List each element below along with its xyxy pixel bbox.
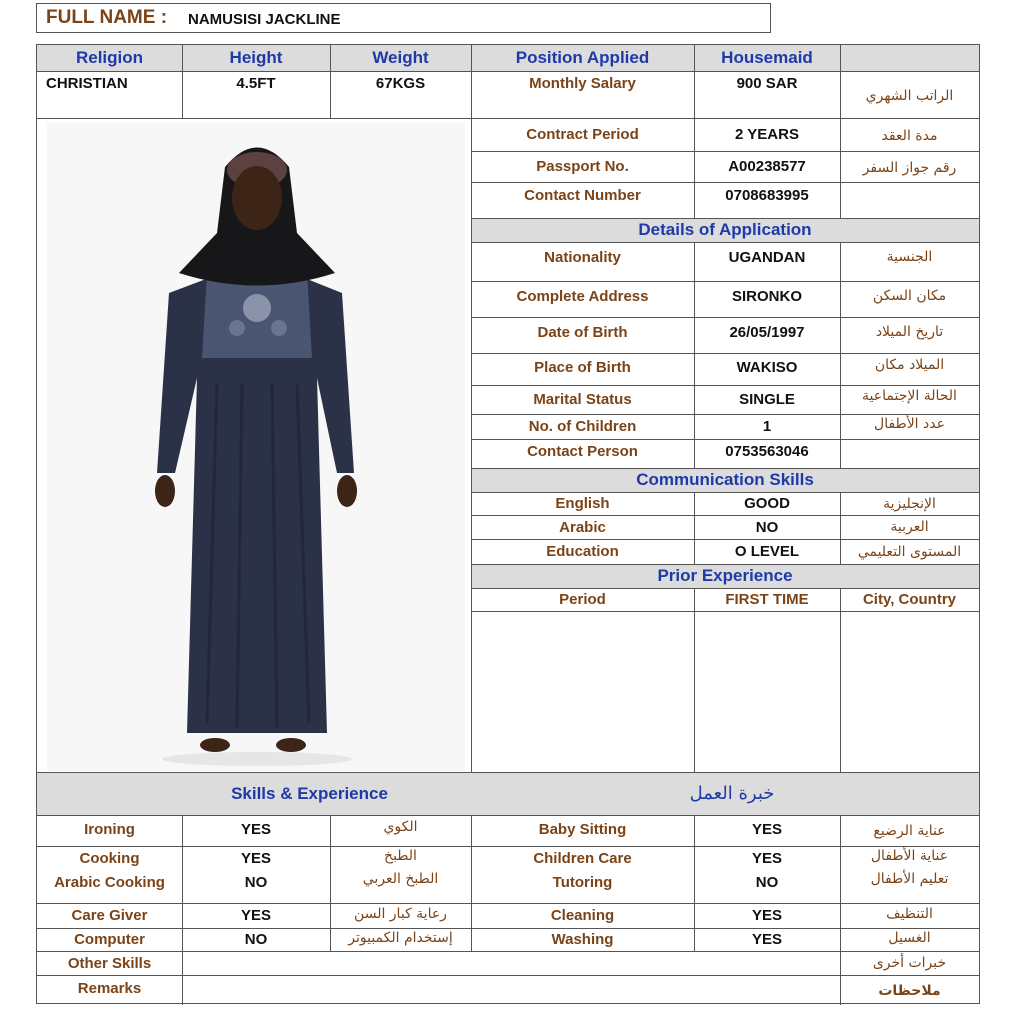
skill-value-washing: YES xyxy=(751,931,782,948)
skill-label-cooking: Cooking xyxy=(79,849,140,867)
remarks-arabic: ملاحظات xyxy=(878,983,941,999)
place-of-birth-arabic: الميلاد مكان xyxy=(874,357,945,373)
skill-label-computer: Computer xyxy=(74,931,145,948)
children-value: 1 xyxy=(762,418,772,435)
monthly-salary-value: 900 SAR xyxy=(736,75,798,92)
cv-table xyxy=(36,44,980,1004)
place-of-birth-value: WAKISO xyxy=(736,358,798,376)
nationality-value: UGANDAN xyxy=(728,248,806,266)
skill-label-care-giver: Care Giver xyxy=(71,907,148,924)
contact-number-value: 0708683995 xyxy=(725,186,809,204)
other-skills-label: Other Skills xyxy=(67,954,152,972)
monthly-salary-label: Monthly Salary xyxy=(529,75,636,92)
position-applied-header: Position Applied xyxy=(515,48,650,67)
period-label: Period xyxy=(559,591,606,608)
skill-label-children-care: Children Care xyxy=(533,849,632,867)
arabic-value: NO xyxy=(755,518,779,536)
passport-value: A00238577 xyxy=(728,158,806,175)
address-value: SIRONKO xyxy=(731,287,802,305)
skill-label-cleaning: Cleaning xyxy=(550,907,615,924)
skill-label-washing: Washing xyxy=(551,931,614,948)
nationality-label: Nationality xyxy=(544,248,621,266)
skill-label-ironing: Ironing xyxy=(84,820,135,838)
english-value: GOOD xyxy=(744,495,790,512)
address-arabic: مكان السكن xyxy=(872,288,947,304)
other-skills-arabic: خبرات أخرى xyxy=(872,955,947,971)
full-name-value: NAMUSISI JACKLINE xyxy=(188,11,341,28)
skill-label-baby-sitting: Baby Sitting xyxy=(538,820,627,838)
children-label: No. of Children xyxy=(528,418,637,435)
skill-arabic-tutoring: تعليم الأطفال xyxy=(870,871,949,887)
address-label: Complete Address xyxy=(516,287,649,305)
skill-arabic-children-care: عناية الأطفال xyxy=(870,848,949,864)
skill-arabic-arabic-cooking: الطبخ العربي xyxy=(362,871,439,887)
passport-arabic: رقم جواز السفر xyxy=(862,159,957,176)
english-label: English xyxy=(555,495,610,512)
skill-label-arabic-cooking: Arabic Cooking xyxy=(54,873,165,891)
contract-period-label: Contract Period xyxy=(526,126,639,143)
monthly-salary-arabic: الراتب الشهري xyxy=(865,87,954,104)
skills-title-arabic: خبرة العمل xyxy=(689,783,775,804)
marital-status-arabic: الحالة الإجتماعية xyxy=(862,387,957,404)
skill-label-tutoring: Tutoring xyxy=(552,873,613,891)
religion-header: Religion xyxy=(75,48,144,67)
marital-status-value: SINGLE xyxy=(739,391,795,408)
skill-value-computer: NO xyxy=(244,931,268,948)
weight-value: 67KGS xyxy=(375,75,426,92)
skill-value-cooking: YES xyxy=(240,849,271,867)
contact-person-label: Contact Person xyxy=(527,443,638,460)
education-arabic: المستوى التعليمي xyxy=(857,543,962,560)
applicant-photo xyxy=(47,123,465,771)
skill-value-ironing: YES xyxy=(240,820,271,838)
passport-label: Passport No. xyxy=(536,158,629,175)
skill-value-cleaning: YES xyxy=(751,907,782,924)
skill-value-care-giver: YES xyxy=(240,907,271,924)
nationality-arabic: الجنسية xyxy=(886,249,933,265)
skill-arabic-cooking: الطبخ xyxy=(384,848,417,864)
contract-period-value: 2 YEARS xyxy=(735,126,799,143)
place-of-birth-label: Place of Birth xyxy=(534,358,631,376)
contract-period-arabic: مدة العقد xyxy=(881,128,938,144)
education-label: Education xyxy=(546,543,619,560)
contact-person-value: 0753563046 xyxy=(725,443,809,460)
skills-title: Skills & Experience xyxy=(231,783,388,803)
remarks-label: Remarks xyxy=(77,979,142,997)
skill-arabic-baby-sitting: عناية الرضيع xyxy=(873,823,946,839)
period-value: FIRST TIME xyxy=(725,591,809,608)
skill-arabic-care-giver: رعاية كبار السن xyxy=(354,905,447,922)
english-arabic: الإنجليزية xyxy=(883,495,936,512)
height-header: Height xyxy=(229,48,283,67)
skill-arabic-computer: إستخدام الكمبيوتر xyxy=(348,929,453,946)
height-value: 4.5FT xyxy=(236,75,276,92)
skill-arabic-cleaning: التنظيف xyxy=(886,905,933,922)
arabic-arabic: العربية xyxy=(890,519,929,535)
weight-header: Weight xyxy=(372,48,429,67)
skill-arabic-ironing: الكوي xyxy=(383,819,418,835)
religion-value: CHRISTIAN xyxy=(46,75,128,92)
position-applied-value: Housemaid xyxy=(721,48,813,67)
details-section-title: Details of Application xyxy=(638,220,812,239)
skill-value-tutoring: NO xyxy=(755,873,779,891)
education-value: O LEVEL xyxy=(734,543,800,560)
prior-experience-title: Prior Experience xyxy=(657,566,793,585)
city-country-label: City, Country xyxy=(862,591,957,608)
contact-number-label: Contact Number xyxy=(524,186,641,204)
dob-label: Date of Birth xyxy=(537,323,628,341)
skill-value-baby-sitting: YES xyxy=(751,820,782,838)
skill-value-arabic-cooking: NO xyxy=(244,873,268,891)
marital-status-label: Marital Status xyxy=(533,391,632,408)
skill-value-children-care: YES xyxy=(751,849,782,867)
full-name-label: FULL NAME : xyxy=(46,7,168,28)
communication-section-title: Communication Skills xyxy=(636,470,814,489)
dob-arabic: تاريخ الميلاد xyxy=(875,324,944,340)
dob-value: 26/05/1997 xyxy=(729,323,805,341)
arabic-label: Arabic xyxy=(559,518,606,536)
children-arabic: عدد الأطفال xyxy=(874,415,945,432)
full-name-box xyxy=(36,3,771,33)
skill-arabic-washing: الغسيل xyxy=(888,929,931,946)
